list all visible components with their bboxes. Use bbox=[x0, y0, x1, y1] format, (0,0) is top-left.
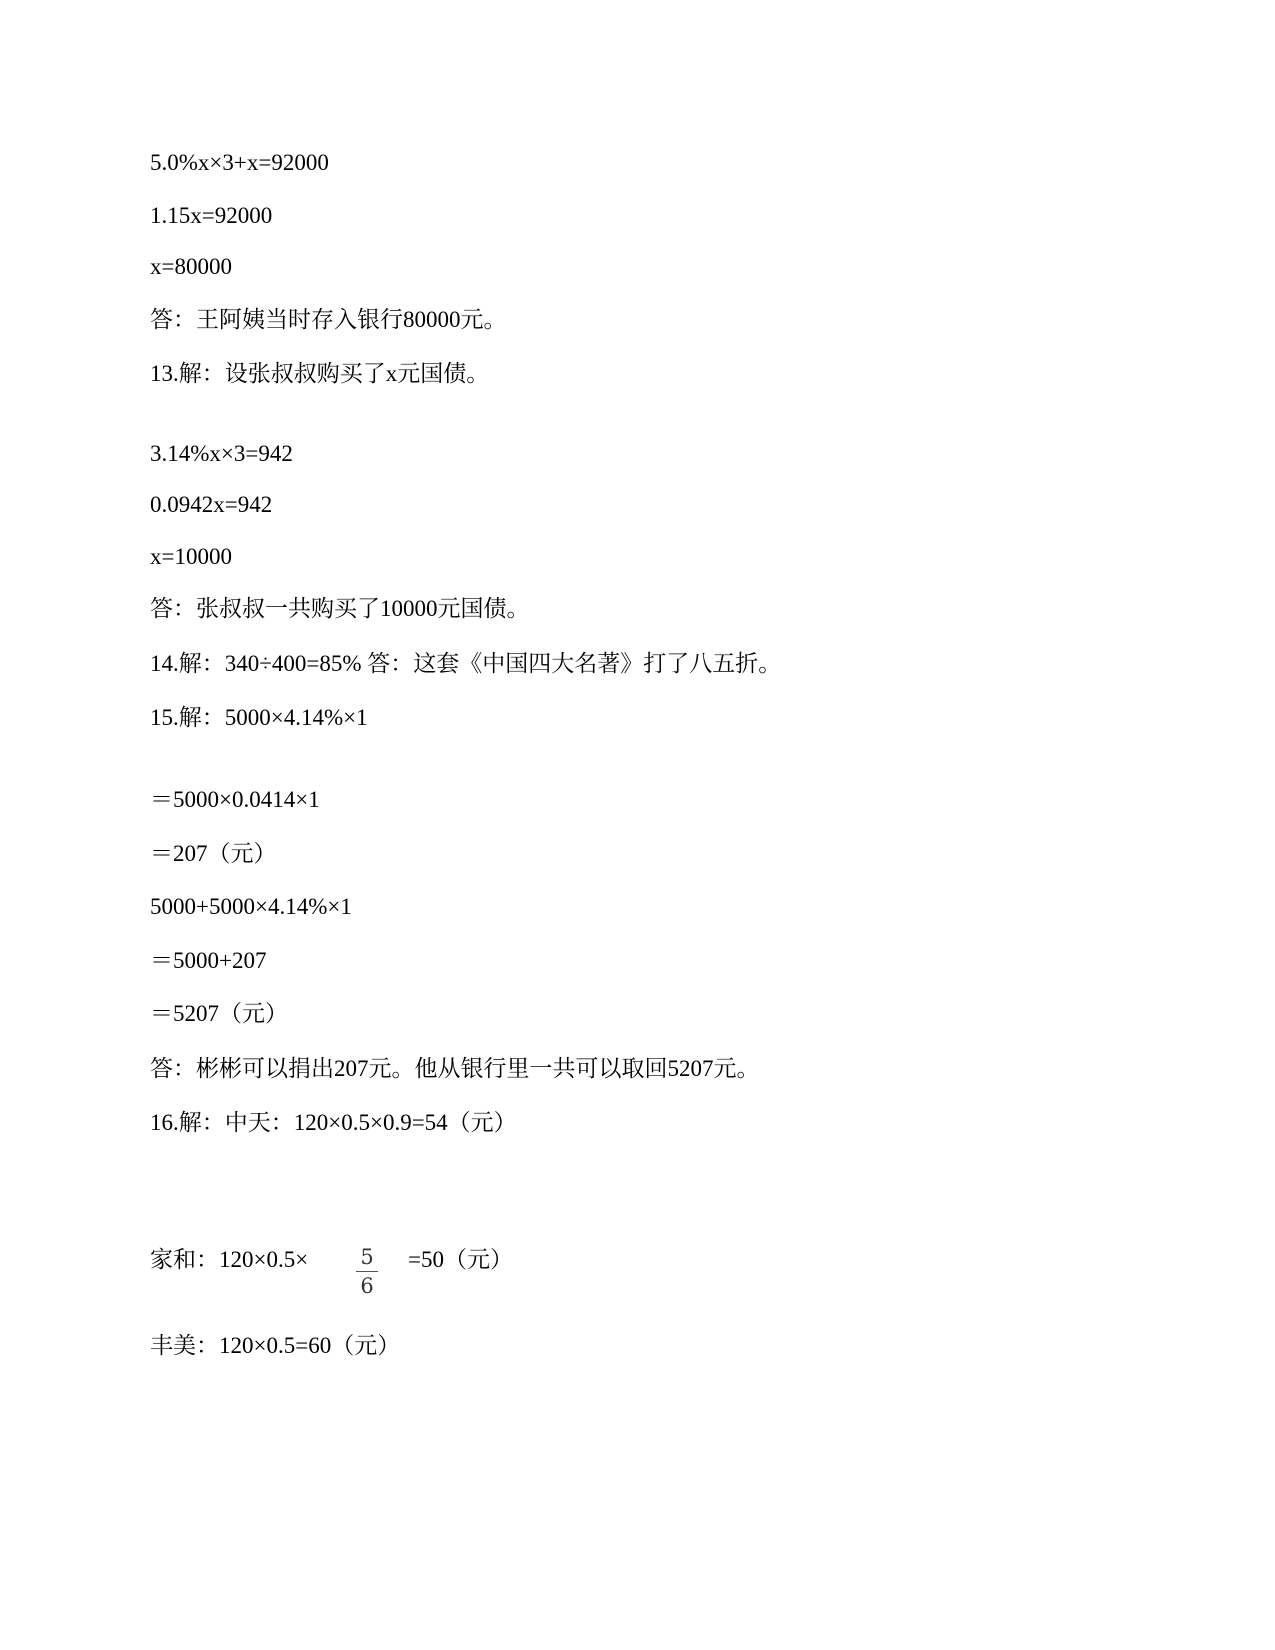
line-15: ＝5000+207 bbox=[150, 948, 267, 973]
line-2: 1.15x=92000 bbox=[150, 203, 273, 228]
line-13: ＝207（元） bbox=[150, 841, 277, 866]
fraction-numerator: 5 bbox=[360, 1245, 374, 1269]
line-7: 0.0942x=942 bbox=[150, 492, 273, 517]
fengmei-line: 丰美：120×0.5=60（元） bbox=[150, 1333, 401, 1358]
line-12: ＝5000×0.0414×1 bbox=[150, 787, 320, 812]
answer-12: 答：王阿姨当时存入银行80000元。 bbox=[150, 307, 507, 332]
solution-16-heading: 16.解：中天：120×0.5×0.9=54（元） bbox=[150, 1110, 517, 1135]
jiahe-suffix: =50（元） bbox=[408, 1247, 513, 1272]
solution-14: 14.解：340÷400=85% 答：这套《中国四大名著》打了八五折。 bbox=[150, 651, 782, 676]
solution-15-heading: 15.解：5000×4.14%×1 bbox=[150, 705, 368, 730]
fraction-denominator: 6 bbox=[360, 1274, 374, 1298]
line-3: x=80000 bbox=[150, 254, 232, 279]
line-1: 5.0%x×3+x=92000 bbox=[150, 150, 329, 175]
answer-13: 答：张叔叔一共购买了10000元国债。 bbox=[150, 596, 530, 621]
line-6: 3.14%x×3=942 bbox=[150, 441, 293, 466]
fraction bbox=[354, 1244, 380, 1299]
answer-15: 答：彬彬可以捐出207元。他从银行里一共可以取回5207元。 bbox=[150, 1056, 760, 1081]
fraction-bar bbox=[356, 1271, 378, 1272]
line-8: x=10000 bbox=[150, 544, 232, 569]
jiahe-prefix: 家和：120×0.5× bbox=[150, 1247, 309, 1272]
line-14: 5000+5000×4.14%×1 bbox=[150, 894, 352, 919]
solution-13-heading: 13.解：设张叔叔购买了x元国债。 bbox=[150, 361, 490, 386]
line-16: ＝5207（元） bbox=[150, 1001, 288, 1026]
